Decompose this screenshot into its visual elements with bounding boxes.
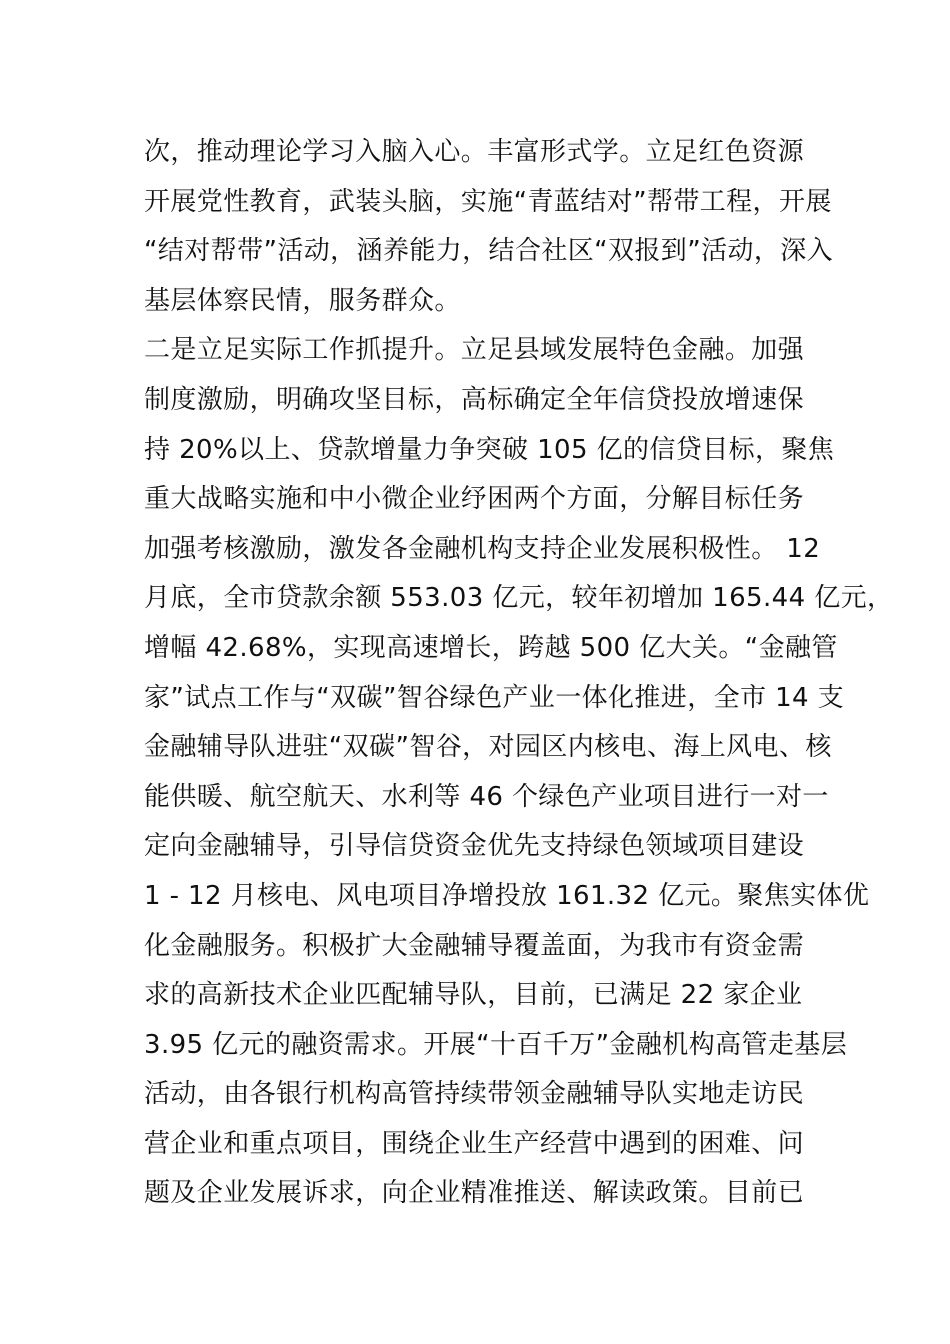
body-text-line: 营企业和重点项目，围绕企业生产经营中遇到的困难、问: [144, 1128, 805, 1159]
body-text-line: 题及企业发展诉求，向企业精准推送、解读政策。目前已: [144, 1178, 805, 1209]
body-text-line: 制度激励，明确攻坚目标，高标确定全年信贷投放增速保: [144, 384, 805, 415]
body-text-line: 3.95 亿元的融资需求。开展“十百千万”金融机构高管走基层: [144, 1029, 848, 1060]
body-text-line: 化金融服务。积极扩大金融辅导覆盖面，为我市有资金需: [144, 930, 805, 961]
body-text-line: 求的高新技术企业匹配辅导队，目前，已满足 22 家企业: [144, 980, 803, 1011]
body-text-line: 家”试点工作与“双碳”智谷绿色产业一体化推进，全市 14 支: [144, 682, 845, 713]
body-text-line: 活动，由各银行机构高管持续带领金融辅导队实地走访民: [144, 1079, 805, 1110]
body-text-line: 基层体察民情，服务群众。: [144, 285, 461, 316]
body-text-line: 定向金融辅导，引导信贷资金优先支持绿色领域项目建设: [144, 831, 805, 862]
body-text-line: 加强考核激励，激发各金融机构支持企业发展积极性。 12: [144, 533, 821, 564]
body-text-line: 增幅 42.68%，实现高速增长，跨越 500 亿大关。“金融管: [144, 632, 838, 663]
body-text-line: 月底，全市贷款余额 553.03 亿元，较年初增加 165.44 亿元，: [144, 583, 894, 614]
document-body: [144, 128, 894, 1219]
body-text-line: 1 - 12 月核电、风电项目净增投放 161.32 亿元。聚焦实体优: [144, 880, 870, 911]
body-text-line: 开展党性教育，武装头脑，实施“青蓝结对”帮带工程，开展: [144, 186, 832, 217]
body-text-line: 次，推动理论学习入脑入心。丰富形式学。立足红色资源: [144, 137, 805, 167]
body-text-line: 持 20%以上、贷款增量力争突破 105 亿的信贷目标，聚焦: [144, 434, 835, 465]
body-text-line: 重大战略实施和中小微企业纾困两个方面，分解目标任务: [144, 484, 805, 515]
body-text-line: 能供暖、航空航天、水利等 46 个绿色产业项目进行一对一: [144, 781, 829, 812]
body-text-line: “结对帮带”活动，涵养能力，结合社区“双报到”活动，深入: [144, 236, 834, 267]
body-text-line: 二是立足实际工作抓提升。立足县域发展特色金融。加强: [144, 335, 805, 366]
body-text-line: 金融辅导队进驻“双碳”智谷，对园区内核电、海上风电、核: [144, 732, 832, 763]
